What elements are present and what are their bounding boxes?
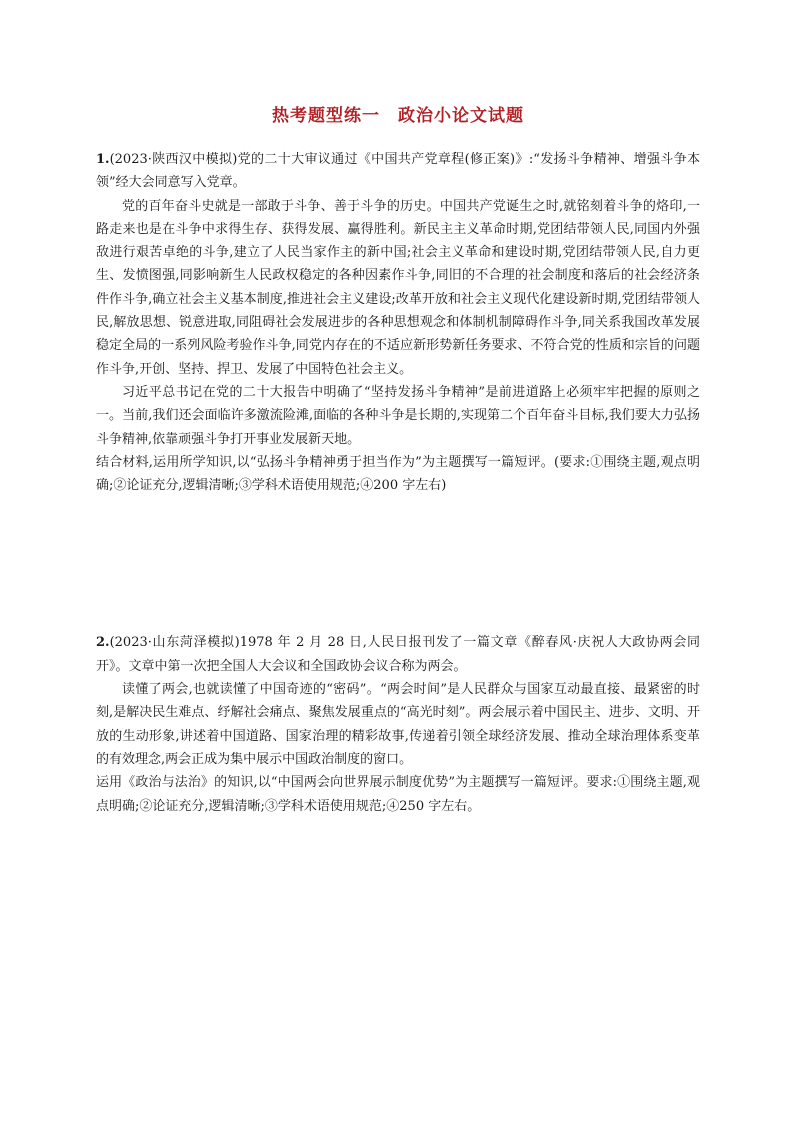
question-1-source: (2023·陕西汉中模拟)党的二十大审议通过《中国共产党章程(修正案)》:“发扬斗争精神、增强斗争本领”经大会同意写入党章。	[96, 152, 700, 191]
question-2	[96, 631, 700, 817]
question-1-material-1: 党的百年奋斗史就是一部敢于斗争、善于斗争的历史。中国共产党诞生之时,就铭刻着斗争的烙印,一路走来也是在斗争中求得生存、获得发展、赢得胜利。新民主主义革命时期,党团结带领人民,同国内外强敌进行艰苦卓绝的斗争,建立了人民当家作主的新中国;社会主义革命和建设时期,党团结带领人民,自力更生、发愤图强,同影响新生人民政权稳定的各种因素作斗争,同旧的不合理的社会制度和落后的社会经济条件作斗争,确立社会主义基本制度,推进社会主义建设;改革开放和社会主义现代化建设新时期,党团结带领人民,解放思想、锐意进取,同阻碍社会发展进步的各种思想观念和体制机制障碍作斗争,同关系我国改革发展稳定全局的一系列风险考验作斗争,同党内存在的不适应新形势新任务要求、不符合党的性质和宗旨的问题作斗争,开创、坚持、捍卫、发展了中国特色社会主义。	[96, 198, 700, 377]
page-title	[96, 104, 700, 128]
question-2-requirement: 运用《政治与法治》的知识,以“中国两会向世界展示制度优势”为主题撰写一篇短评。要求:①围绕主题,观点明确;②论证充分,逻辑清晰;③学科术语使用规范;④250 字左右。	[96, 775, 700, 814]
title-part-1: 热考题型练一	[272, 106, 380, 126]
document-page	[96, 104, 700, 818]
question-1-requirement: 结合材料,运用所学知识,以“弘扬斗争精神勇于担当作为”为主题撰写一篇短评。(要求:①围绕主题,观点明确;②论证充分,逻辑清晰;③学科术语使用规范;④200 字左右)	[96, 454, 700, 494]
question-number: 1.	[96, 152, 110, 167]
question-2-material: 读懂了两会,也就读懂了中国奇迹的“密码”。“两会时间”是人民群众与国家互动最直接、最紧密的时刻,是解决民生难点、纾解社会痛点、聚焦发展重点的“高光时刻”。两会展示着中国民主、进步、文明、开放的生动形象,讲述着中国道路、国家治理的精彩故事,传递着引领全球经济发展、推动全球治理体系变革的有效理念,两会正成为集中展示中国政治制度的窗口。	[96, 682, 700, 767]
question-1-intro	[96, 148, 700, 195]
answer-space	[96, 497, 700, 631]
question-1-material-2: 习近平总书记在党的二十大报告中明确了“坚持发扬斗争精神”是前进道路上必须牢牢把握的原则之一。当前,我们还会面临许多激流险滩,面临的各种斗争是长期的,实现第二个百年奋斗目标,我们要大力弘扬斗争精神,依靠顽强斗争打开事业发展新天地。	[96, 384, 700, 447]
question-1	[96, 148, 700, 497]
title-part-2: 政治小论文试题	[398, 106, 524, 126]
question-2-source: (2023·山东菏泽模拟)1978 年 2 月 28 日,人民日报刊发了一篇文章《醉春风·庆祝人大政协两会同开》。文章中第一次把全国人大会议和全国政协会议合称为两会。	[96, 635, 700, 674]
question-number: 2.	[96, 635, 110, 651]
question-2-intro	[96, 631, 700, 678]
